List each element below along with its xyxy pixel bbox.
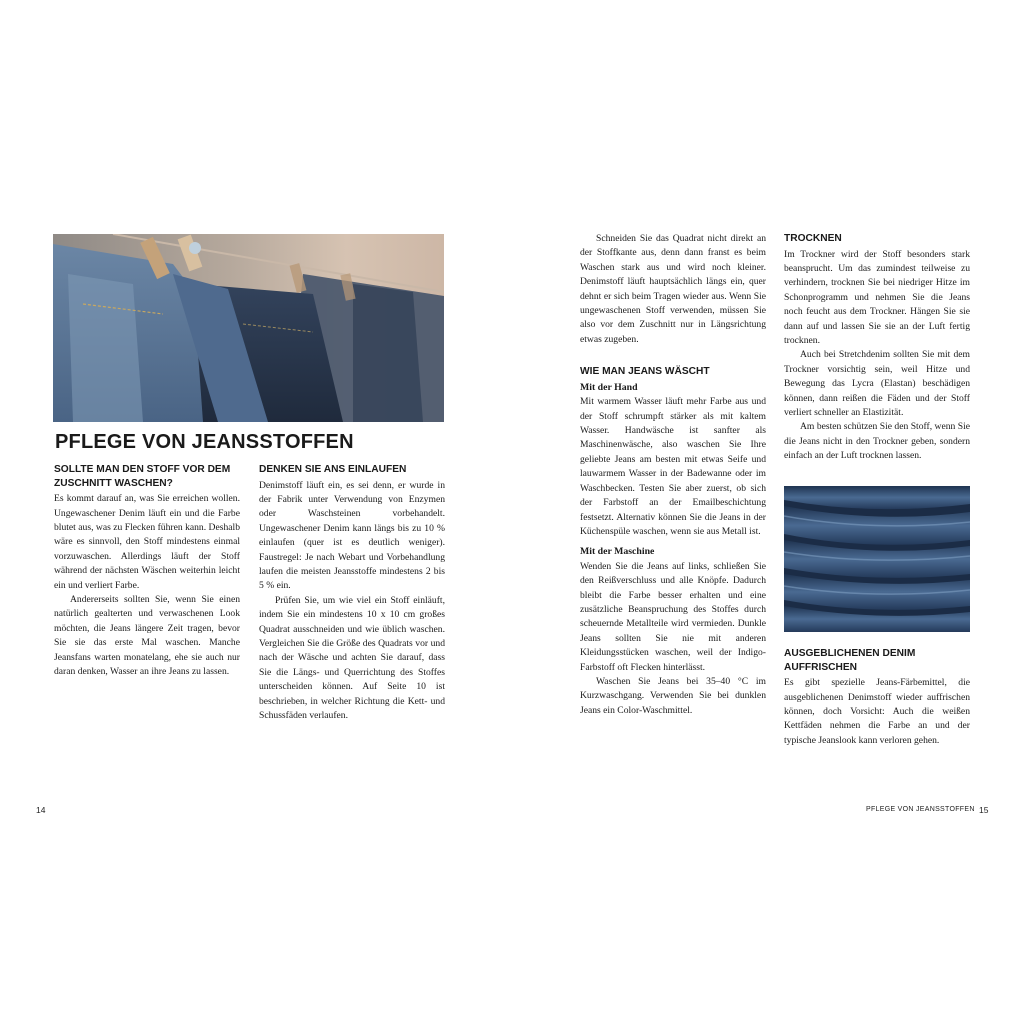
column-4 (784, 232, 970, 464)
column-1 (54, 463, 240, 679)
paragraph: Auch bei Stretchdenim sollten Sie mit dem Trockner vorsichtig sein, weil Hitze und Bewegung das Lycra (Elastan) beschädigen können, dann reißen die Fäden und der Stoff verliert schneller an Elastizität. (784, 349, 970, 419)
paragraph: Mit warmem Wasser läuft mehr Farbe aus und der Stoff schrumpft stärker als mit kaltem Wasser. Handwäsche ist sanfter als Maschinenwäsche, also waschen Sie Ihre geliebte Jeans am besten mit etwas Seife und lauwarmem Wasser in der Badewanne oder im Waschbecken. Testen Sie aber zuerst, ob sich der Farbstoff an der Emailbeschichtung festsetzt. Alternativ können Sie die Jeans in der Küchenspüle waschen, wenn sie aus Metall ist. (580, 396, 766, 537)
column-2 (259, 463, 445, 724)
page-number-left: 14 (36, 805, 46, 815)
column-3 (580, 232, 766, 718)
subheading-machine: Mit der Maschine (580, 546, 655, 558)
section-heading-drying: TROCKNEN (784, 233, 842, 244)
paragraph: Schneiden Sie das Quadrat nicht direkt an der Stoffkante aus, denn dann franst es beim Waschen stark aus und wird noch kleiner. Denimstoff läuft hauptsächlich längs ein, quer dehnt er sich beim Tragen wieder aus. Wenn Sie ungewaschenen Stoff verwenden, müssen Sie also vor dem Zuschnitt nur in Längsrichtung etwas zugeben. (580, 233, 766, 345)
subheading-by-hand: Mit der Hand (580, 381, 638, 393)
running-head: PFLEGE VON JEANSSTOFFEN (866, 806, 975, 813)
paragraph: Denimstoff läuft ein, es sei denn, er wurde in der Fabrik unter Verwendung von Enzymen oder Waschsteinen vorbehandelt. Ungewaschener Denim kann längs bis zu 10 % einlaufen (quer ist es deutlich weniger). Faustregel: Je nach Webart und Vorbehandlung laufen die meisten Jeansstoffe mindestens 2 bis 5 % ein. (259, 479, 445, 592)
jeans-clothesline-photo (53, 234, 444, 422)
paragraph: Wenden Sie die Jeans auf links, schließen Sie den Reißverschluss und alle Knöpfe. Dadurch bleibt die Farbe besser erhalten und eine zusätzliche Beanspruchung des Stoffes durch scheuernde Metallteile wird vermieden. Dunkle Jeans sollten Sie nie mit anderen Kleidungsstücken waschen, weil der Indigo-Farbstoff oft Flecken hinterlässt. (580, 560, 766, 673)
paragraph: Es kommt darauf an, was Sie erreichen wollen. Ungewaschener Denim läuft ein und die Farbe blutet aus, was zu Flecken führen kann. Deshalb wäre es sinnvoll, den Stoff mindestens einmal vorzuwaschen. Allerdings läuft der Stoff während der nächsten Wäschen weiterhin leicht ein und verliert Farbe. (54, 493, 240, 591)
page-number-right: 15 (979, 805, 989, 815)
section-heading-refresh: AUSGEBLICHENEN DENIM AUFFRISCHEN (784, 648, 916, 673)
paragraph: Es gibt spezielle Jeans-Färbemittel, die ausgeblichenen Denimstoff wieder auffrischen können, doch Vorsicht: Auch die weißen Kettfäden nehmen die Farbe an und der typische Jeanslook kann verloren gehen. (784, 677, 970, 746)
section-heading-prewash: SOLLTE MAN DEN STOFF VOR DEM ZUSCHNITT WASCHEN? (54, 464, 231, 489)
folded-denim-photo (784, 486, 970, 632)
paragraph: Andererseits sollten Sie, wenn Sie einen natürlich gealterten und verwaschenen Look möchten, die Jeans längere Zeit tragen, bevor Sie sie das erste Mal waschen. Manche Jeansfans warten monatelang, ehe sie auch nur daran denken, Wasser an ihre Jeans zu lassen. (54, 594, 240, 678)
paragraph: Prüfen Sie, um wie viel ein Stoff einläuft, indem Sie ein mindestens 10 x 10 cm großes Quadrat ausschneiden und wie üblich waschen. Vergleichen Sie die Größe des Quadrats vor und nach der Wäsche und achten Sie darauf, dass Sie die Längs- und Querrichtung des Stoffes unterscheiden können. Auf Seite 10 ist beschrieben, in welcher Richtung die Kett- und Schussfäden verlaufen. (259, 594, 445, 722)
paragraph: Am besten schützen Sie den Stoff, wenn Sie die Jeans nicht in den Trockner geben, sondern einfach an der Luft trocknen lassen. (784, 421, 970, 462)
column-4-continued (784, 647, 970, 748)
page-title: PFLEGE VON JEANSSTOFFEN (55, 431, 354, 453)
section-heading-shrinkage: DENKEN SIE ANS EINLAUFEN (259, 464, 407, 475)
paragraph: Im Trockner wird der Stoff besonders stark beansprucht. Um das zumindest teilweise zu verhindern, trocknen Sie bei niedriger Hitze im Schonprogramm und nehmen Sie die Jeans noch feucht aus dem Trockner. Hängen Sie sie dann auf und lassen Sie sie an der Luft fertig trocknen. (784, 248, 970, 347)
paragraph: Waschen Sie Jeans bei 35–40 °C im Kurzwaschgang. Verwenden Sie bei dunklen Jeans ein Color-Waschmittel. (580, 675, 766, 716)
section-heading-washing: WIE MAN JEANS WÄSCHT (580, 366, 710, 378)
